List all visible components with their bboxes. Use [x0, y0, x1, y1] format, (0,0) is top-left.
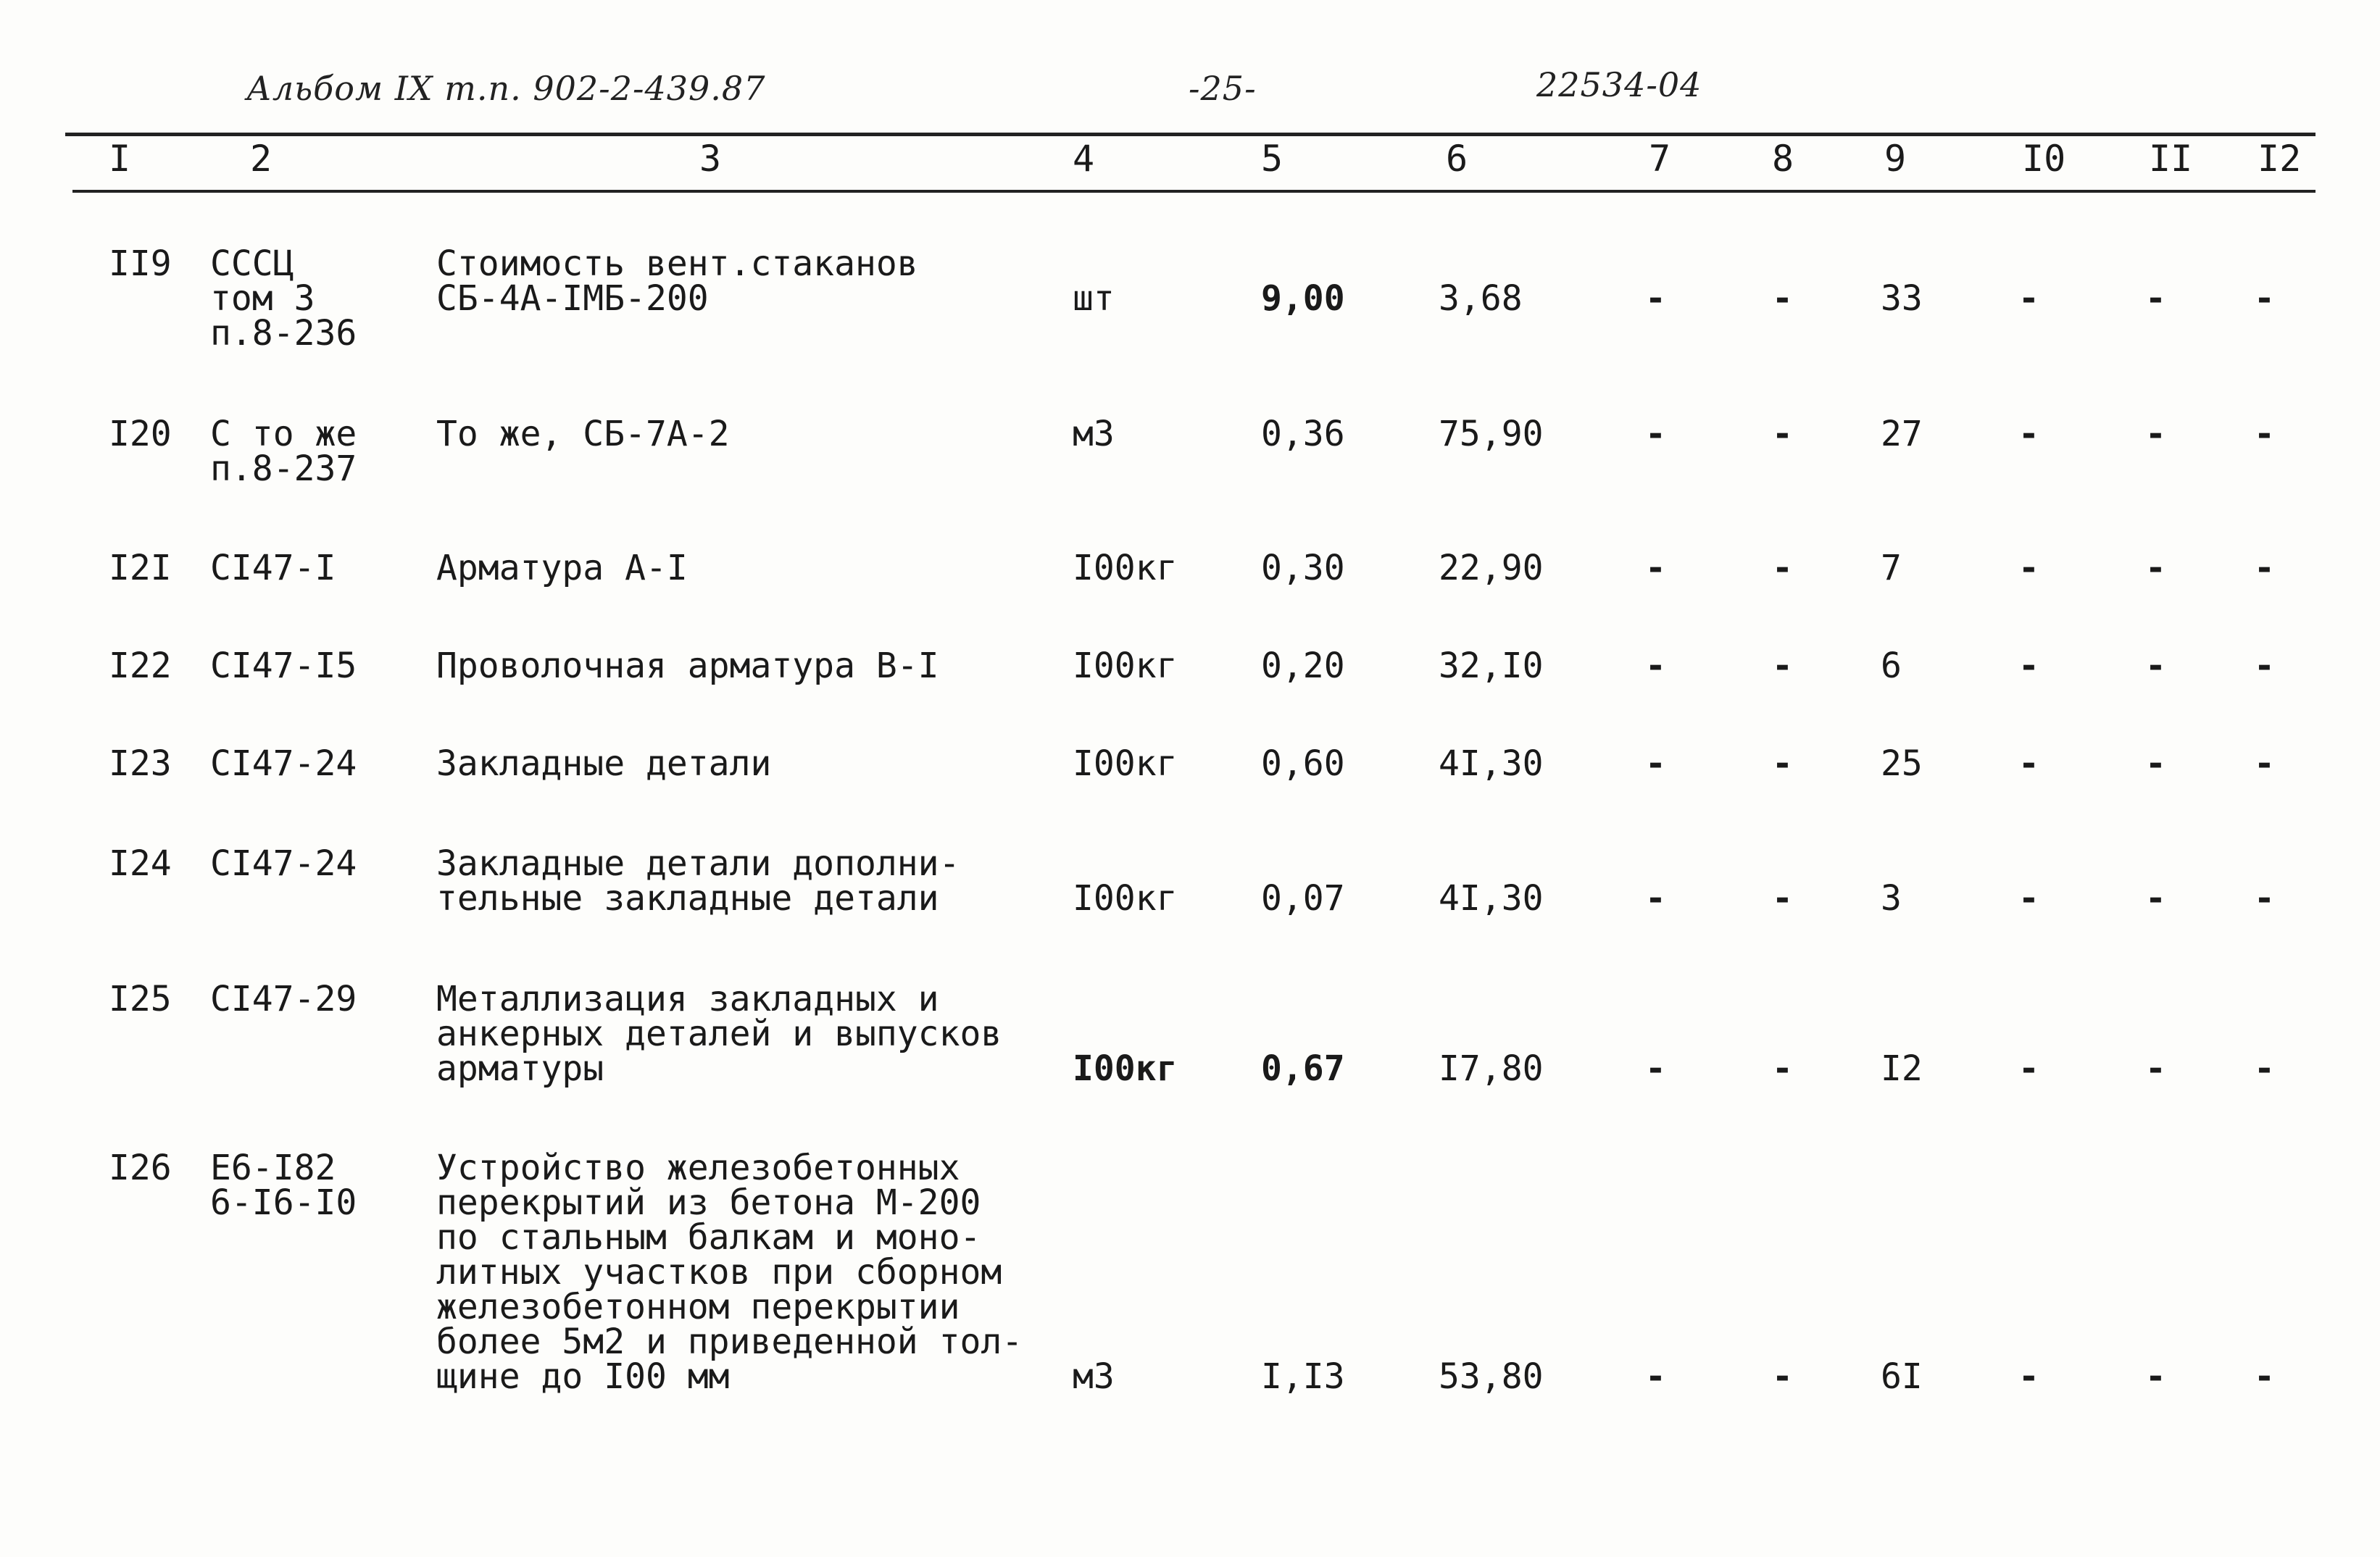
- column-12-cell: -: [2254, 278, 2275, 319]
- column-8-cell: -: [1772, 646, 1793, 686]
- unit-cell: шт: [1073, 278, 1115, 319]
- column-7-cell: -: [1645, 1356, 1666, 1397]
- column-header: 8: [1772, 138, 1794, 180]
- code-line: Е6-I82: [210, 1148, 336, 1188]
- unit-cell: I00кг: [1073, 743, 1178, 784]
- unit-price-cell: I7,80: [1439, 1048, 1544, 1089]
- column-11-cell: -: [2145, 548, 2166, 588]
- description-line: Металлизация закладных и: [436, 979, 939, 1019]
- unit-cell: I00кг: [1073, 646, 1178, 686]
- column-12-cell: -: [2254, 646, 2275, 686]
- description-line: арматуры: [436, 1048, 604, 1089]
- column-10-cell: -: [2018, 278, 2039, 319]
- column-8-cell: -: [1772, 1048, 1793, 1089]
- row-number: I23: [109, 743, 172, 784]
- column-7-cell: -: [1645, 548, 1666, 588]
- description-line: Проволочная арматура В-I: [436, 646, 939, 686]
- row-number: I26: [109, 1148, 172, 1188]
- column-11-cell: -: [2145, 743, 2166, 784]
- description-line: тельные закладные детали: [436, 878, 939, 919]
- description-line: по стальным балкам и моно-: [436, 1217, 981, 1258]
- code-line: 6-I6-I0: [210, 1182, 357, 1223]
- column-8-cell: -: [1772, 878, 1793, 919]
- column-header: I0: [2022, 138, 2066, 180]
- quantity-cell: 9,00: [1261, 278, 1345, 319]
- column-8-cell: -: [1772, 278, 1793, 319]
- unit-price-cell: 3,68: [1439, 278, 1523, 319]
- column-header: 9: [1884, 138, 1907, 180]
- column-7-cell: -: [1645, 743, 1666, 784]
- column-9-cell: 3: [1881, 878, 1902, 919]
- row-number: I2I: [109, 548, 172, 588]
- description-line: литных участков при сборном: [436, 1252, 1002, 1293]
- unit-cell: I00кг: [1073, 878, 1178, 919]
- quantity-cell: 0,30: [1261, 548, 1345, 588]
- column-header: II: [2149, 138, 2193, 180]
- unit-price-cell: 4I,30: [1439, 878, 1544, 919]
- column-9-cell: 6: [1881, 646, 1902, 686]
- quantity-cell: 0,36: [1261, 414, 1345, 454]
- column-8-cell: -: [1772, 743, 1793, 784]
- description-line: Закладные детали: [436, 743, 772, 784]
- description-line: перекрытий из бетона М-200: [436, 1182, 981, 1223]
- column-header: 4: [1073, 138, 1095, 180]
- unit-price-cell: 32,I0: [1439, 646, 1544, 686]
- unit-cell: м3: [1073, 414, 1115, 454]
- description-line: Устройство железобетонных: [436, 1148, 960, 1188]
- unit-cell: I00кг: [1073, 1048, 1178, 1089]
- unit-price-cell: 53,80: [1439, 1356, 1544, 1397]
- code-line: п.8-237: [210, 448, 357, 489]
- quantity-cell: I,I3: [1261, 1356, 1345, 1397]
- column-9-cell: 25: [1881, 743, 1923, 784]
- column-7-cell: -: [1645, 878, 1666, 919]
- quantity-cell: 0,67: [1261, 1048, 1345, 1089]
- header-bottom-rule: [72, 190, 2315, 193]
- column-8-cell: -: [1772, 548, 1793, 588]
- code-line: том 3: [210, 278, 315, 319]
- column-10-cell: -: [2018, 1048, 2039, 1089]
- column-12-cell: -: [2254, 878, 2275, 919]
- code-line: СI47-29: [210, 979, 357, 1019]
- column-11-cell: -: [2145, 414, 2166, 454]
- column-10-cell: -: [2018, 414, 2039, 454]
- quantity-cell: 0,60: [1261, 743, 1345, 784]
- column-header: 7: [1649, 138, 1671, 180]
- column-11-cell: -: [2145, 278, 2166, 319]
- column-9-cell: 6I: [1881, 1356, 1923, 1397]
- description-line: СБ-4А-IМБ-200: [436, 278, 709, 319]
- album-reference: Альбом IX т.п. 902-2-439.87: [246, 69, 766, 108]
- column-7-cell: -: [1645, 414, 1666, 454]
- column-11-cell: -: [2145, 1048, 2166, 1089]
- column-header: 2: [250, 138, 272, 180]
- column-8-cell: -: [1772, 414, 1793, 454]
- code-line: СI47-I5: [210, 646, 357, 686]
- code-line: СI47-24: [210, 843, 357, 884]
- column-12-cell: -: [2254, 414, 2275, 454]
- row-number: II9: [109, 243, 172, 284]
- column-12-cell: -: [2254, 1048, 2275, 1089]
- unit-cell: м3: [1073, 1356, 1115, 1397]
- column-11-cell: -: [2145, 1356, 2166, 1397]
- header-top-rule: [65, 133, 2315, 136]
- column-10-cell: -: [2018, 548, 2039, 588]
- column-7-cell: -: [1645, 646, 1666, 686]
- column-9-cell: 27: [1881, 414, 1923, 454]
- quantity-cell: 0,07: [1261, 878, 1345, 919]
- description-line: Стоимость вент.стаканов: [436, 243, 918, 284]
- unit-price-cell: 4I,30: [1439, 743, 1544, 784]
- document-code: 22534-04: [1536, 65, 1702, 104]
- code-line: СI47-I: [210, 548, 336, 588]
- column-9-cell: 7: [1881, 548, 1902, 588]
- column-12-cell: -: [2254, 743, 2275, 784]
- column-header: 3: [699, 138, 722, 180]
- column-header: I: [109, 138, 131, 180]
- description-line: То же, СБ-7А-2: [436, 414, 730, 454]
- description-line: анкерных деталей и выпусков: [436, 1014, 1002, 1054]
- description-line: более 5м2 и приведенной тол-: [436, 1322, 1023, 1362]
- column-10-cell: -: [2018, 878, 2039, 919]
- column-11-cell: -: [2145, 878, 2166, 919]
- column-12-cell: -: [2254, 548, 2275, 588]
- column-10-cell: -: [2018, 646, 2039, 686]
- code-line: п.8-236: [210, 313, 357, 354]
- unit-price-cell: 75,90: [1439, 414, 1544, 454]
- column-7-cell: -: [1645, 278, 1666, 319]
- unit-cell: I00кг: [1073, 548, 1178, 588]
- column-8-cell: -: [1772, 1356, 1793, 1397]
- page-number: -25-: [1189, 69, 1257, 108]
- column-header: 6: [1446, 138, 1468, 180]
- code-line: С то же: [210, 414, 357, 454]
- description-line: Закладные детали дополни-: [436, 843, 960, 884]
- description-line: железобетонном перекрытии: [436, 1287, 960, 1327]
- unit-price-cell: 22,90: [1439, 548, 1544, 588]
- description-line: Арматура А-I: [436, 548, 688, 588]
- quantity-cell: 0,20: [1261, 646, 1345, 686]
- row-number: I20: [109, 414, 172, 454]
- column-10-cell: -: [2018, 743, 2039, 784]
- row-number: I24: [109, 843, 172, 884]
- column-9-cell: I2: [1881, 1048, 1923, 1089]
- description-line: щине до I00 мм: [436, 1356, 730, 1397]
- column-7-cell: -: [1645, 1048, 1666, 1089]
- row-number: I25: [109, 979, 172, 1019]
- column-header: I2: [2258, 138, 2302, 180]
- column-10-cell: -: [2018, 1356, 2039, 1397]
- column-header: 5: [1261, 138, 1283, 180]
- code-line: СI47-24: [210, 743, 357, 784]
- row-number: I22: [109, 646, 172, 686]
- column-12-cell: -: [2254, 1356, 2275, 1397]
- code-line: СССЦ: [210, 243, 294, 284]
- column-9-cell: 33: [1881, 278, 1923, 319]
- column-11-cell: -: [2145, 646, 2166, 686]
